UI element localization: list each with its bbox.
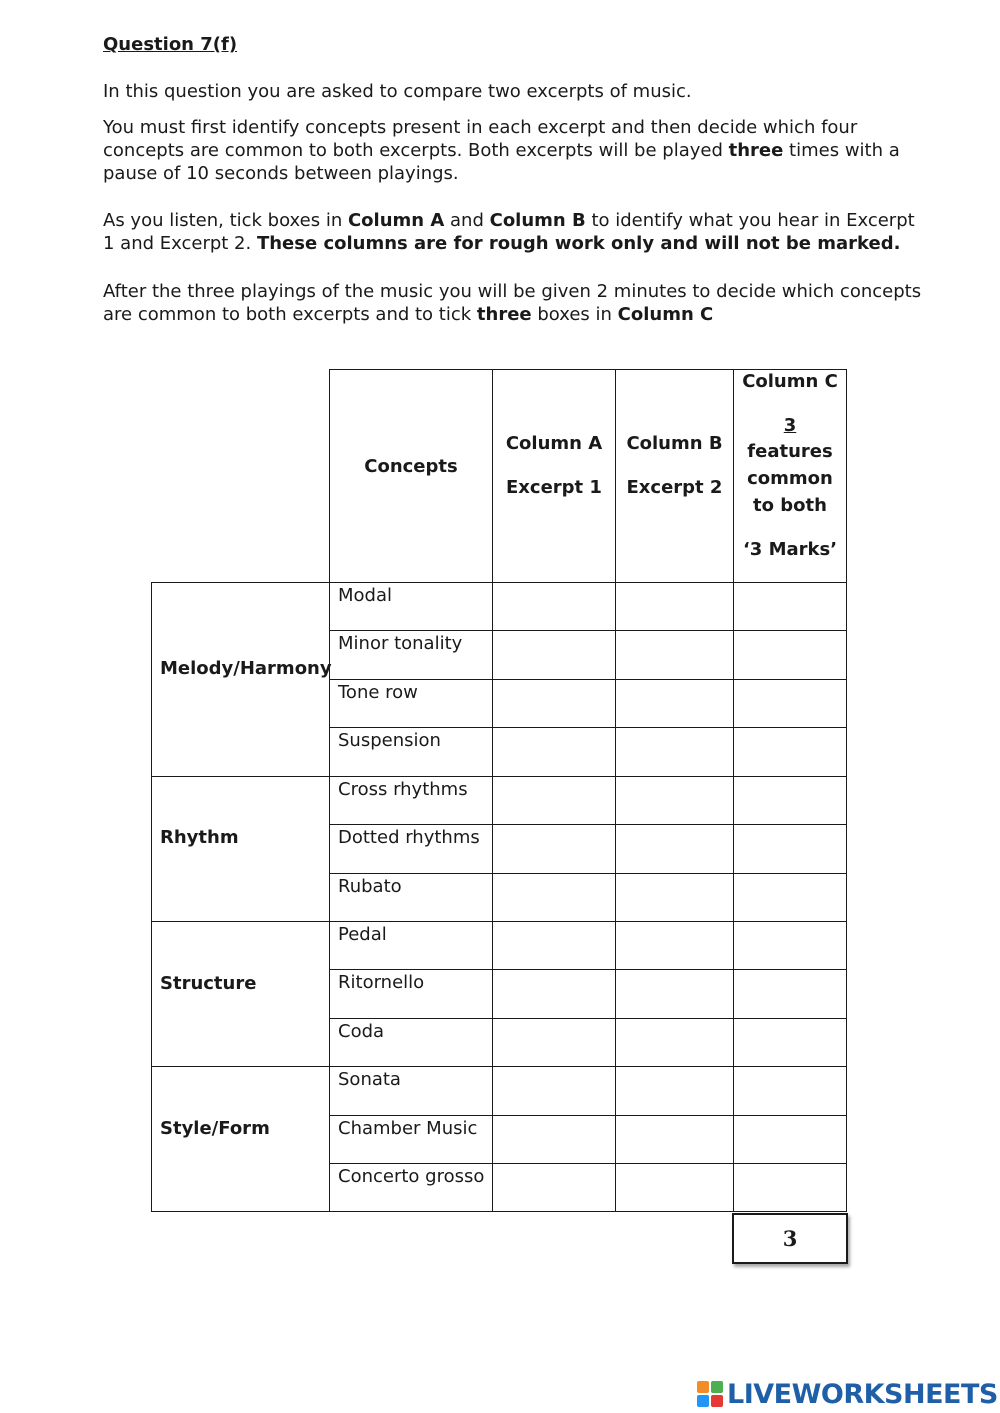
tick-box-col-a[interactable] [493, 874, 615, 921]
concepts-header: Concepts [364, 456, 458, 477]
concept-coda: Coda [338, 1021, 385, 1042]
concept-dotted-rhythms: Dotted rhythms [338, 827, 480, 848]
tick-box-col-c[interactable] [734, 825, 846, 873]
liveworksheets-logo [697, 1378, 998, 1410]
tick-box-col-b[interactable] [616, 874, 733, 921]
brand-name: LIVEWORKSHEETS [727, 1378, 998, 1410]
tick-box-col-c[interactable] [734, 1164, 846, 1211]
concepts-column-border [329, 369, 330, 1212]
category-structure: Structure [160, 973, 257, 994]
table-bottom-border [151, 1211, 847, 1212]
tick-box-col-a[interactable] [493, 1067, 615, 1115]
tick-box-col-a[interactable] [493, 680, 615, 727]
tick-box-col-c[interactable] [734, 874, 846, 921]
tick-box-col-b[interactable] [616, 922, 733, 969]
tick-box-col-a[interactable] [493, 970, 615, 1018]
column-c-header-line2: common [747, 468, 833, 489]
column-c-header-line1: features [747, 441, 833, 462]
tick-box-col-b[interactable] [616, 631, 733, 679]
concept-cross-rhythms: Cross rhythms [338, 779, 468, 800]
tick-box-col-c[interactable] [734, 728, 846, 776]
category-style-form: Style/Form [160, 1118, 270, 1139]
concept-sonata: Sonata [338, 1069, 401, 1090]
concept-modal: Modal [338, 585, 392, 606]
tick-box-col-b[interactable] [616, 680, 733, 727]
intro-text: In this question you are asked to compare two excerpts of music. [103, 81, 692, 102]
column-c-header-line3: to both [753, 495, 827, 516]
column-a-header-sub: Excerpt 1 [506, 477, 602, 498]
column-b-header-title: Column B [626, 433, 723, 454]
tick-box-col-c[interactable] [734, 1116, 846, 1163]
tick-box-col-b[interactable] [616, 583, 733, 630]
category-melody-harmony: Melody/Harmony [160, 658, 332, 679]
tick-box-col-b[interactable] [616, 825, 733, 873]
tick-box-col-a[interactable] [493, 1019, 615, 1066]
column-b-header-sub: Excerpt 2 [626, 477, 723, 498]
concept-concerto-grosso: Concerto grosso [338, 1166, 485, 1187]
instruction-paragraph-3: After the three playings of the music you will be given 2 minutes to decide which concepts are common to both excerpts and to tick three boxes in Column C [103, 281, 922, 325]
concept-chamber-music: Chamber Music [338, 1118, 478, 1139]
concept-rubato: Rubato [338, 876, 402, 897]
score-box: 3 [732, 1213, 848, 1264]
tick-box-col-a[interactable] [493, 825, 615, 873]
tick-box-col-c[interactable] [734, 970, 846, 1018]
tick-box-col-a[interactable] [493, 1116, 615, 1163]
tick-box-col-c[interactable] [734, 680, 846, 727]
category-left-border [151, 582, 152, 1212]
tick-box-col-b[interactable] [616, 777, 733, 824]
tick-box-col-c[interactable] [734, 777, 846, 824]
concept-pedal: Pedal [338, 924, 387, 945]
instruction-paragraph-2: As you listen, tick boxes in Column A and Column B to identify what you hear in Excerpt 1 and Excerpt 2. These columns are for rough work only and will not be marked. [103, 210, 915, 254]
table-right-border [846, 369, 847, 1212]
tick-box-col-a[interactable] [493, 1164, 615, 1211]
tick-box-col-c[interactable] [734, 1067, 846, 1115]
concept-ritornello: Ritornello [338, 972, 425, 993]
tick-box-col-b[interactable] [616, 728, 733, 776]
tick-box-col-c[interactable] [734, 922, 846, 969]
column-c-header-title: Column C [742, 371, 838, 392]
liveworksheets-icon [697, 1381, 723, 1407]
tick-box-col-b[interactable] [616, 1116, 733, 1163]
tick-box-col-a[interactable] [493, 922, 615, 969]
tick-box-col-a[interactable] [493, 583, 615, 630]
column-c-header-marks: ‘3 Marks’ [742, 539, 838, 560]
tick-box-col-a[interactable] [493, 728, 615, 776]
instruction-paragraph-1: You must first identify concepts present in each excerpt and then decide which four concepts are common to both excerpts. Both excerpts will be played three times with a pause of 10 seconds between playings. [103, 117, 900, 184]
concept-suspension: Suspension [338, 730, 441, 751]
concept-minor-tonality: Minor tonality [338, 633, 463, 654]
column-a-header-title: Column A [505, 433, 603, 454]
tick-box-col-a[interactable] [493, 777, 615, 824]
tick-box-col-b[interactable] [616, 1164, 733, 1211]
tick-box-col-a[interactable] [493, 631, 615, 679]
tick-box-col-b[interactable] [616, 1019, 733, 1066]
category-rhythm: Rhythm [160, 827, 239, 848]
tick-box-col-c[interactable] [734, 1019, 846, 1066]
tick-box-col-b[interactable] [616, 1067, 733, 1115]
column-c-header-count: 3 [783, 415, 797, 436]
tick-box-col-b[interactable] [616, 970, 733, 1018]
concept-tone-row: Tone row [338, 682, 418, 703]
tick-box-col-c[interactable] [734, 631, 846, 679]
question-title: Question 7(f) [103, 34, 238, 55]
tick-box-col-c[interactable] [734, 583, 846, 630]
